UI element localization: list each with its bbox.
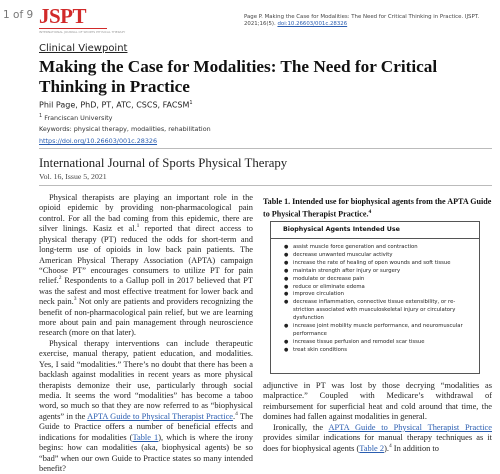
text-run: Physical therapists are playing an important role in the opioid epidemic by providing non-pharmacological pain control. For all the bad coming from this epidemic, there are silver linings. Kasiz et al.	[39, 193, 253, 234]
body-right-column	[263, 381, 492, 454]
item-text: improve circulation	[293, 291, 344, 298]
item-text: treat skin conditions	[293, 346, 347, 353]
table-item-list	[271, 239, 479, 355]
body-paragraph	[263, 381, 492, 423]
item-text: maintain strength after injury or surgery	[293, 267, 401, 274]
reference-marker: 4	[388, 442, 392, 449]
item-text: decrease unwanted muscular activity	[293, 251, 393, 258]
page-indicator: 1 of 9	[3, 9, 34, 21]
author-affil-marker: 1	[189, 100, 193, 106]
journal-name: International Journal of Sports Physical Therapy	[39, 156, 288, 170]
table-list-item	[284, 299, 475, 323]
affil-name: Franciscan University	[44, 114, 113, 123]
table-list-item	[284, 251, 475, 260]
table-list-item	[284, 338, 475, 347]
table-list-item	[284, 323, 475, 339]
volume-info: Vol. 16, Issue 5, 2021	[39, 172, 107, 181]
reference-marker: 1	[136, 223, 140, 230]
text-run: adjunctive in PT was lost by those decrying “modalities as malpractice.” Coupled with Medicare’s withdrawal of reimbursement for superficial heat and cold around that time, the domines had fallen against modalities in general.	[263, 381, 492, 422]
text-run: Respondents to a Gallup poll in 2017 believed that PT was the safest and most effective treatment for lower back and neck pain.	[39, 276, 253, 307]
divider-top	[39, 148, 492, 149]
apta-guide-link[interactable]: APTA Guide to Physical Therapist Practice	[87, 411, 234, 421]
author-line	[39, 100, 193, 110]
header-citation	[244, 14, 492, 29]
body-paragraph	[263, 423, 492, 454]
divider-bottom	[39, 185, 492, 186]
reference-marker: 4	[368, 209, 372, 215]
table-list-item	[284, 259, 475, 268]
bullet-icon: ●	[284, 299, 289, 306]
item-text: modulate or decrease pain	[293, 275, 365, 282]
reference-marker: 4	[235, 411, 238, 418]
bullet-icon: ●	[284, 275, 289, 282]
reference-marker: 3	[73, 296, 77, 303]
table-1	[270, 221, 480, 374]
affiliation	[39, 113, 112, 122]
table-list-item	[284, 275, 475, 284]
table-list-item	[284, 244, 475, 252]
table-1-link[interactable]: Table 1	[132, 432, 159, 442]
bullet-icon: ●	[284, 259, 289, 266]
table-list-item	[284, 267, 475, 276]
bullet-icon: ●	[284, 338, 289, 345]
bullet-icon: ●	[284, 283, 289, 290]
section-label: Clinical Viewpoint	[39, 43, 128, 54]
citation-text: Page P. Making the Case for Modalities: The Need for Critical Thinking in Practice. IJSPT. 2021;16(5).	[244, 14, 480, 28]
item-text: increase tissue perfusion and remodel scar tissue	[293, 338, 425, 345]
author-name: Phil Page, PhD, PT, ATC, CSCS, FACSM	[39, 100, 190, 110]
item-text: decrease inflammation, connective tissue extensibility, or re-striction associated with musculoskeletal injury or circulatory dysfunction	[293, 299, 456, 322]
journal-logo: JSPT	[39, 4, 87, 28]
text-run: .	[233, 411, 236, 421]
table-list-item	[284, 283, 475, 292]
text-run: ), which is where the irony begins: how can modalities (aka, biophysical agents) be so “bad” when our own Guide to Practice states so many intended benefit?	[39, 432, 253, 473]
item-text: increase joint mobility muscle performance, and neuromuscular performance	[293, 323, 463, 337]
text-run: The Guide to Practice offers a number of beneficial effects and indications for modalities (	[39, 411, 253, 442]
logo-tagline: INTERNATIONAL JOURNAL OF SPORTS PHYSICAL THERAPY	[39, 30, 126, 34]
item-text: reduce or eliminate edema	[293, 283, 365, 290]
article-title: Making the Case for Modalities: The Need for Critical Thinking in Practice	[39, 57, 438, 96]
reference-marker: 2	[58, 275, 62, 282]
table-2-link[interactable]: Table 2	[359, 443, 385, 453]
bullet-icon: ●	[284, 346, 289, 353]
bullet-icon: ●	[284, 291, 289, 298]
bullet-icon: ●	[284, 267, 289, 274]
text-run: Ironically, the	[273, 422, 329, 432]
text-run: provides similar indications for manual therapy techniques as it does for biophysical agents (	[263, 433, 492, 453]
body-paragraph	[39, 339, 253, 474]
bullet-icon: ●	[284, 251, 289, 258]
text-run: Physical therapy interventions can include therapeutic exercise, manual therapy, patient education, and modalities. Yes, I said “modalities.” There’s no doubt that there has been a backlash against modalities in recent years as more physical therapists demonize their use, particularly through social media. It seems the word “modalities” has become a taboo word, so much so that they are now referred to as “biophysical agents” in the	[39, 338, 253, 421]
body-left-column	[39, 193, 253, 474]
table-header: Biophysical Agents Intended Use	[271, 222, 479, 239]
logo-rule	[39, 28, 107, 29]
item-text: assist muscle force generation and contraction	[293, 244, 418, 250]
bullet-icon: ●	[284, 244, 289, 250]
apta-guide-link[interactable]: APTA Guide to Physical Therapist Practice	[328, 422, 492, 432]
table-list-item	[284, 291, 475, 299]
doi-link[interactable]: https://doi.org/10.26603/001c.28326	[39, 137, 158, 145]
table-list-item	[284, 346, 475, 355]
affil-marker: 1	[39, 113, 43, 119]
text-run: reported that direct access to physical therapy (PT) reduced the odds for short-term and long-term use of opioids in low back pain patients. The American Physical Therapy Association (APTA) campaign “Choose PT” encourages consumers to utilize PT for pain relief.	[39, 224, 253, 286]
item-text: increase the rate of healing of open wounds and soft tissue	[293, 259, 451, 266]
table-1-caption	[263, 197, 492, 220]
keywords: Keywords: physical therapy, modalities, rehabilitation	[39, 125, 211, 133]
caption-text: Table 1. Intended use for biophysical agents from the APTA Guide to Physical Therapist Practice.	[263, 197, 492, 219]
bullet-icon: ●	[284, 323, 289, 330]
text-run: Not only are patients and providers recognizing the benefit of non-pharmacological pain relief, but we are learning more about pain and pain management through neuroscience research (more on that later).	[39, 297, 253, 338]
body-paragraph	[39, 193, 253, 339]
text-run: ).	[384, 443, 389, 453]
citation-doi-link[interactable]: doi:10.26603/001c.28326	[277, 21, 348, 28]
text-run: In addition to	[391, 443, 439, 453]
